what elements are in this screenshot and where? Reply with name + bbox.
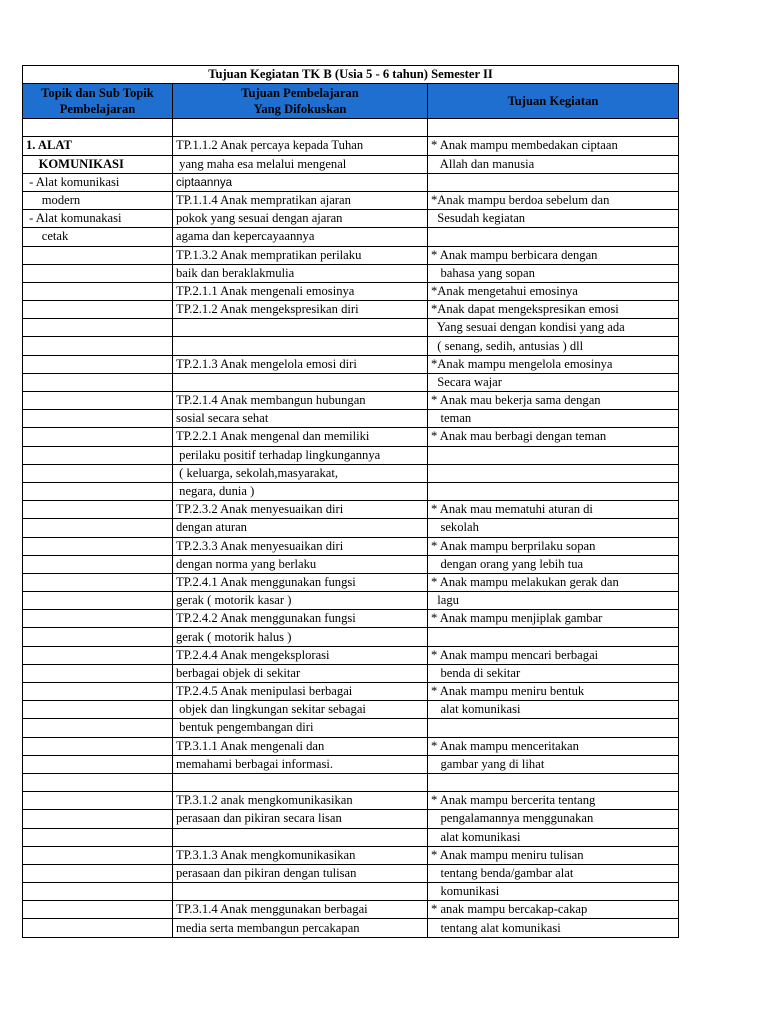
topic-cell — [23, 646, 173, 664]
topic-cell — [23, 246, 173, 264]
activity-goal-cell: sekolah — [428, 519, 679, 537]
learning-goal-cell: sosial secara sehat — [173, 410, 428, 428]
topic-cell — [23, 828, 173, 846]
table-row — [23, 701, 679, 719]
learning-goal-cell: TP.2.1.4 Anak membangun hubungan — [173, 392, 428, 410]
activity-goal-cell: alat komunikasi — [428, 828, 679, 846]
activity-goal-cell: bahasa yang sopan — [428, 264, 679, 282]
activity-goal-cell: gambar yang di lihat — [428, 755, 679, 773]
table-row — [23, 864, 679, 882]
topic-cell — [23, 683, 173, 701]
topic-cell — [23, 919, 173, 937]
table-row — [23, 482, 679, 500]
table-row — [23, 119, 679, 137]
activity-goal-cell: dengan orang yang lebih tua — [428, 555, 679, 573]
topic-cell — [23, 337, 173, 355]
learning-goal-cell: TP.3.1.1 Anak mengenali dan — [173, 737, 428, 755]
topic-cell: KOMUNIKASI — [23, 155, 173, 173]
learning-goal-cell — [173, 773, 428, 791]
topic-cell — [23, 392, 173, 410]
learning-goal-cell: gerak ( motorik halus ) — [173, 628, 428, 646]
topic-cell — [23, 773, 173, 791]
table-row — [23, 319, 679, 337]
activity-goal-cell: * Anak mampu meniru tulisan — [428, 846, 679, 864]
learning-goal-cell: TP.3.1.2 anak mengkomunikasikan — [173, 792, 428, 810]
learning-goal-cell — [173, 119, 428, 137]
topic-cell — [23, 264, 173, 282]
activity-goal-cell: benda di sekitar — [428, 664, 679, 682]
learning-goal-cell: pokok yang sesuai dengan ajaran — [173, 210, 428, 228]
table-row — [23, 337, 679, 355]
table-row — [23, 792, 679, 810]
header-topic-line1: Topik dan Sub Topik — [41, 86, 154, 101]
learning-goal-cell: dengan norma yang berlaku — [173, 555, 428, 573]
learning-goal-cell: TP.2.4.2 Anak menggunakan fungsi — [173, 610, 428, 628]
topic-cell — [23, 373, 173, 391]
table-row — [23, 919, 679, 937]
table-row — [23, 628, 679, 646]
table-row — [23, 737, 679, 755]
table-row — [23, 355, 679, 373]
learning-goal-cell: perasaan dan pikiran secara lisan — [173, 810, 428, 828]
topic-cell — [23, 846, 173, 864]
topic-cell: 1. ALAT — [23, 137, 173, 155]
activity-goal-cell: * Anak mampu berprilaku sopan — [428, 537, 679, 555]
learning-goal-cell: media serta membangun percakapan — [173, 919, 428, 937]
learning-goal-cell: yang maha esa melalui mengenal — [173, 155, 428, 173]
table-row — [23, 501, 679, 519]
topic-cell — [23, 428, 173, 446]
table-row — [23, 428, 679, 446]
topic-cell — [23, 355, 173, 373]
table-row — [23, 883, 679, 901]
table-row — [23, 464, 679, 482]
learning-goal-cell: TP.1.3.2 Anak mempratikan perilaku — [173, 246, 428, 264]
activity-goal-cell: * Anak mau bekerja sama dengan — [428, 392, 679, 410]
topic-cell — [23, 519, 173, 537]
activity-goal-cell — [428, 119, 679, 137]
topic-cell — [23, 573, 173, 591]
table-row — [23, 301, 679, 319]
table-row — [23, 246, 679, 264]
table-row — [23, 173, 679, 191]
topic-cell — [23, 610, 173, 628]
activity-goal-cell: *Anak mampu berdoa sebelum dan — [428, 191, 679, 209]
activity-goal-cell — [428, 482, 679, 500]
learning-goal-cell: TP.3.1.3 Anak mengkomunikasikan — [173, 846, 428, 864]
learning-goal-cell: ( keluarga, sekolah,masyarakat, — [173, 464, 428, 482]
topic-cell — [23, 319, 173, 337]
topic-cell — [23, 628, 173, 646]
activity-goal-cell: * Anak mampu mencari berbagai — [428, 646, 679, 664]
learning-goal-cell: TP.2.4.1 Anak menggunakan fungsi — [173, 573, 428, 591]
topic-cell — [23, 901, 173, 919]
header-topic-line2: Pembelajaran — [59, 102, 136, 117]
table-row — [23, 664, 679, 682]
learning-goal-cell: ciptaannya — [173, 173, 428, 191]
learning-goal-cell: agama dan kepercayaannya — [173, 228, 428, 246]
topic-cell — [23, 792, 173, 810]
activity-goal-cell: * Anak mau berbagi dengan teman — [428, 428, 679, 446]
table-row — [23, 773, 679, 791]
learning-goal-cell: baik dan beraklakmulia — [173, 264, 428, 282]
topic-cell — [23, 737, 173, 755]
table-row — [23, 210, 679, 228]
learning-goal-cell: perasaan dan pikiran dengan tulisan — [173, 864, 428, 882]
activity-goal-cell: * Anak mampu menjiplak gambar — [428, 610, 679, 628]
topic-cell — [23, 446, 173, 464]
table-row — [23, 592, 679, 610]
learning-goal-cell — [173, 319, 428, 337]
activity-goal-cell — [428, 173, 679, 191]
table-row — [23, 137, 679, 155]
activity-goal-cell: *Anak mampu mengelola emosinya — [428, 355, 679, 373]
topic-cell — [23, 864, 173, 882]
table-row — [23, 228, 679, 246]
activity-goal-cell: alat komunikasi — [428, 701, 679, 719]
learning-goal-cell: TP.2.3.3 Anak menyesuaikan diri — [173, 537, 428, 555]
table-row — [23, 846, 679, 864]
activity-goal-cell: Secara wajar — [428, 373, 679, 391]
topic-cell — [23, 701, 173, 719]
table-row — [23, 555, 679, 573]
table-row — [23, 537, 679, 555]
topic-cell — [23, 810, 173, 828]
activity-goal-cell: * Anak mampu berbicara dengan — [428, 246, 679, 264]
table-row — [23, 901, 679, 919]
topic-cell: modern — [23, 191, 173, 209]
title-row — [23, 66, 679, 84]
learning-goal-cell: TP.2.4.4 Anak mengeksplorasi — [173, 646, 428, 664]
table-row — [23, 719, 679, 737]
learning-goal-cell: dengan aturan — [173, 519, 428, 537]
table-row — [23, 755, 679, 773]
learning-goal-cell: perilaku positif terhadap lingkungannya — [173, 446, 428, 464]
table-row — [23, 610, 679, 628]
topic-cell — [23, 282, 173, 300]
activity-goal-cell — [428, 719, 679, 737]
activity-goal-cell: * Anak mampu meniru bentuk — [428, 683, 679, 701]
header-learning-goal — [173, 84, 428, 119]
activity-goal-cell: tentang alat komunikasi — [428, 919, 679, 937]
topic-cell — [23, 482, 173, 500]
learning-goal-cell: berbagai objek di sekitar — [173, 664, 428, 682]
table-row — [23, 392, 679, 410]
learning-goal-cell: TP.2.4.5 Anak menipulasi berbagai — [173, 683, 428, 701]
activity-goal-cell: *Anak dapat mengekspresikan emosi — [428, 301, 679, 319]
topic-cell — [23, 883, 173, 901]
learning-goal-cell: bentuk pengembangan diri — [173, 719, 428, 737]
learning-goal-cell: TP.3.1.4 Anak menggunakan berbagai — [173, 901, 428, 919]
activity-goal-cell: *Anak mengetahui emosinya — [428, 282, 679, 300]
activity-goal-cell: * Anak mampu bercerita tentang — [428, 792, 679, 810]
topic-cell — [23, 555, 173, 573]
learning-goal-cell: TP.2.1.1 Anak mengenali emosinya — [173, 282, 428, 300]
learning-goal-cell: TP.2.1.2 Anak mengekspresikan diri — [173, 301, 428, 319]
learning-goal-cell: negara, dunia ) — [173, 482, 428, 500]
header-learning-goal-line1: Tujuan Pembelajaran — [241, 86, 359, 101]
table-row — [23, 446, 679, 464]
learning-goal-cell: TP.1.1.4 Anak mempratikan ajaran — [173, 191, 428, 209]
topic-cell — [23, 719, 173, 737]
topic-cell — [23, 664, 173, 682]
table-row — [23, 155, 679, 173]
topic-cell — [23, 119, 173, 137]
table-row — [23, 810, 679, 828]
activity-goal-cell — [428, 773, 679, 791]
learning-goal-cell: memahami berbagai informasi. — [173, 755, 428, 773]
activity-goal-cell: Yang sesuai dengan kondisi yang ada — [428, 319, 679, 337]
activity-goal-cell: * anak mampu bercakap-cakap — [428, 901, 679, 919]
topic-cell — [23, 410, 173, 428]
table-row — [23, 373, 679, 391]
learning-goal-cell: TP.1.1.2 Anak percaya kepada Tuhan — [173, 137, 428, 155]
topic-cell: cetak — [23, 228, 173, 246]
activity-goal-cell: * Anak mampu melakukan gerak dan — [428, 573, 679, 591]
table-row — [23, 264, 679, 282]
learning-goal-cell — [173, 828, 428, 846]
learning-goal-cell — [173, 373, 428, 391]
topic-cell: - Alat komunikasi — [23, 173, 173, 191]
activity-goal-cell — [428, 228, 679, 246]
topic-cell: - Alat komunakasi — [23, 210, 173, 228]
activity-goal-cell: ( senang, sedih, antusias ) dll — [428, 337, 679, 355]
table-row — [23, 191, 679, 209]
activity-goal-cell — [428, 464, 679, 482]
learning-goal-cell: gerak ( motorik kasar ) — [173, 592, 428, 610]
table-row — [23, 573, 679, 591]
table-row — [23, 519, 679, 537]
learning-goal-cell: TP.2.2.1 Anak mengenal dan memiliki — [173, 428, 428, 446]
activity-goal-cell: lagu — [428, 592, 679, 610]
activity-goal-cell: * Anak mampu menceritakan — [428, 737, 679, 755]
table-row — [23, 282, 679, 300]
activity-goal-cell — [428, 628, 679, 646]
activity-goal-cell: * Anak mau mematuhi aturan di — [428, 501, 679, 519]
activity-goal-cell — [428, 446, 679, 464]
activity-goal-cell: teman — [428, 410, 679, 428]
header-topic — [23, 84, 173, 119]
activity-goal-cell: pengalamannya menggunakan — [428, 810, 679, 828]
header-learning-goal-line2: Yang Difokuskan — [253, 102, 347, 117]
learning-goal-cell — [173, 337, 428, 355]
topic-cell — [23, 301, 173, 319]
topic-cell — [23, 592, 173, 610]
learning-goal-cell: objek dan lingkungan sekitar sebagai — [173, 701, 428, 719]
activity-goal-cell: komunikasi — [428, 883, 679, 901]
table-row — [23, 646, 679, 664]
header-activity-goal: Tujuan Kegiatan — [428, 84, 679, 119]
table-row — [23, 828, 679, 846]
objectives-table — [22, 65, 679, 938]
header-row — [23, 84, 679, 119]
table-title: Tujuan Kegiatan TK B (Usia 5 - 6 tahun) Semester II — [23, 66, 679, 84]
activity-goal-cell: tentang benda/gambar alat — [428, 864, 679, 882]
topic-cell — [23, 501, 173, 519]
activity-goal-cell: * Anak mampu membedakan ciptaan — [428, 137, 679, 155]
topic-cell — [23, 537, 173, 555]
table-row — [23, 410, 679, 428]
topic-cell — [23, 755, 173, 773]
table-row — [23, 683, 679, 701]
learning-goal-cell: TP.2.1.3 Anak mengelola emosi diri — [173, 355, 428, 373]
learning-goal-cell — [173, 883, 428, 901]
topic-cell — [23, 464, 173, 482]
activity-goal-cell: Allah dan manusia — [428, 155, 679, 173]
learning-goal-cell: TP.2.3.2 Anak menyesuaikan diri — [173, 501, 428, 519]
activity-goal-cell: Sesudah kegiatan — [428, 210, 679, 228]
